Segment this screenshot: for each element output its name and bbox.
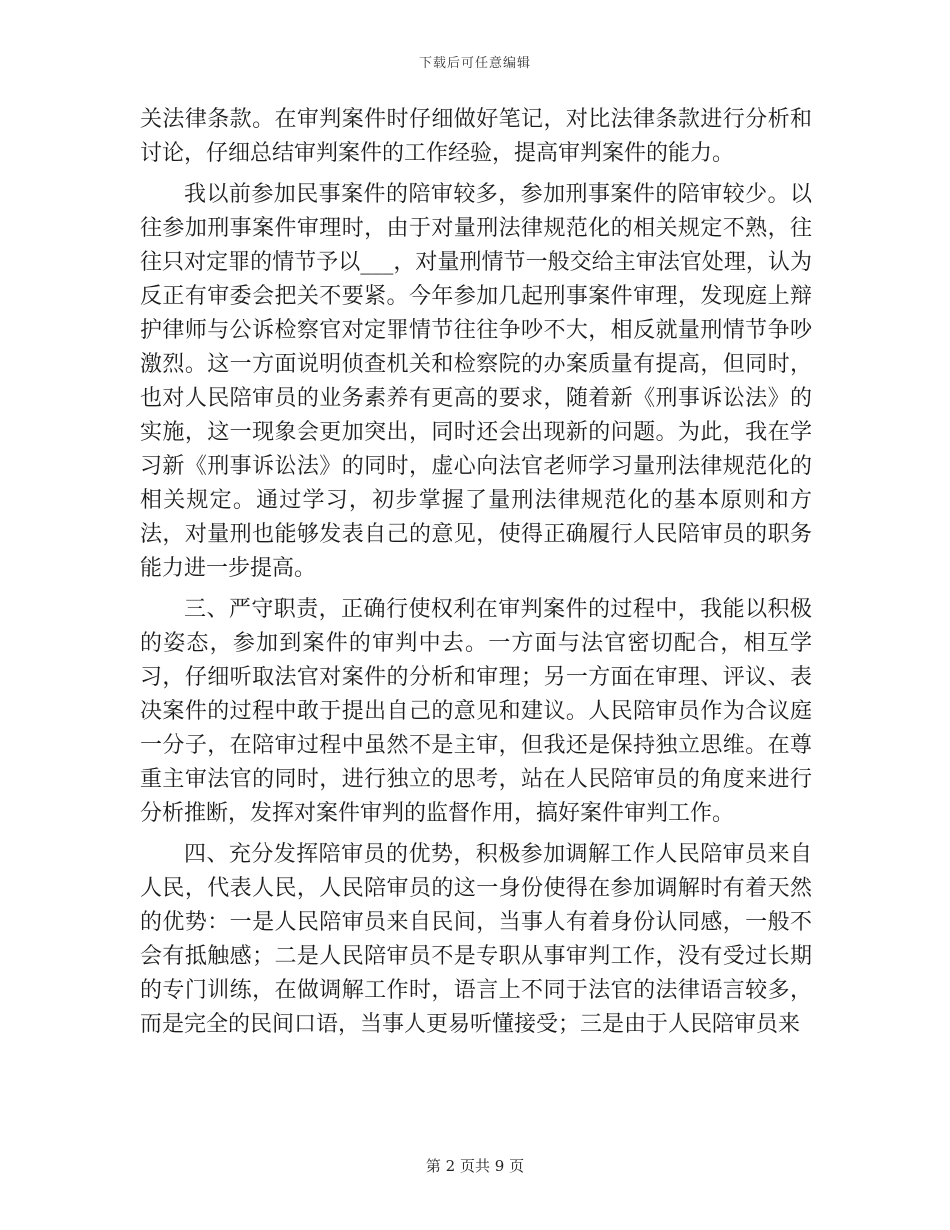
paragraph-criminal-trial: 我以前参加民事案件的陪审较多，参加刑事案件的陪审较少。以往参加刑事案件审理时，由于对量刑法律规范化的相关规定不熟，往往只对定罪的情节予以___，对量刑情节一般交给主审法官处理，认为反正有审委会把关不要紧。今年参加几起刑事案件审理，发现庭上辩护律师与公诉检察官对定罪情节往往争吵不大，相反就量刑情节争吵激烈。这一方面说明侦查机关和检察院的办案质量有提高，但同时，也对人民陪审员的业务素养有更高的要求，随着新《刑事诉讼法》的实施，这一现象会更加突出，同时还会出现新的问题。为此，我在学习新《刑事诉讼法》的同时，虚心向法官老师学习量刑法律规范化的相关规定。通过学习，初步掌握了量刑法律规范化的基本原则和方法，对量刑也能够发表自己的意见，使得正确履行人民陪审员的职务能力进一步提高。: [140, 182, 812, 581]
page-number: 第 2 页共 9 页: [425, 1157, 525, 1175]
paragraph-section-three: 三、严守职责，正确行使权利在审判案件的过程中，我能以积极的姿态，参加到案件的审判中去。一方面与法官密切配合，相互学习，仔细听取法官对案件的分析和审理；另一方面在审理、评议、表决案件的过程中敢于提出自己的意见和建议。人民陪审员作为合议庭一分子，在陪审过程中虽然不是主审，但我还是保持独立思维。在尊重主审法官的同时，进行独立的思考，站在人民陪审员的角度来进行分析推断，发挥对案件审判的监督作用，搞好案件审判工作。: [140, 597, 812, 826]
paragraph-section-four: 四、充分发挥陪审员的优势，积极参加调解工作人民陪审员来自人民，代表人民，人民陪审员的这一身份使得在参加调解时有着天然的优势：一是人民陪审员来自民间，当事人有着身份认同感，一般不会有抵触感；二是人民陪审员不是专职从事审判工作，没有受过长期的专门训练，在做调解工作时，语言上不同于法官的法律语言较多，而是完全的民间口语，当事人更易听懂接受；三是由于人民陪审员来: [140, 842, 812, 1037]
document-body: [140, 103, 812, 1042]
paragraph-continuation: 关法律条款。在审判案件时仔细做好笔记，对比法律条款进行分析和讨论，仔细总结审判案件的工作经验，提高审判案件的能力。: [140, 107, 812, 166]
page-header: 下载后可任意编辑: [418, 56, 531, 71]
